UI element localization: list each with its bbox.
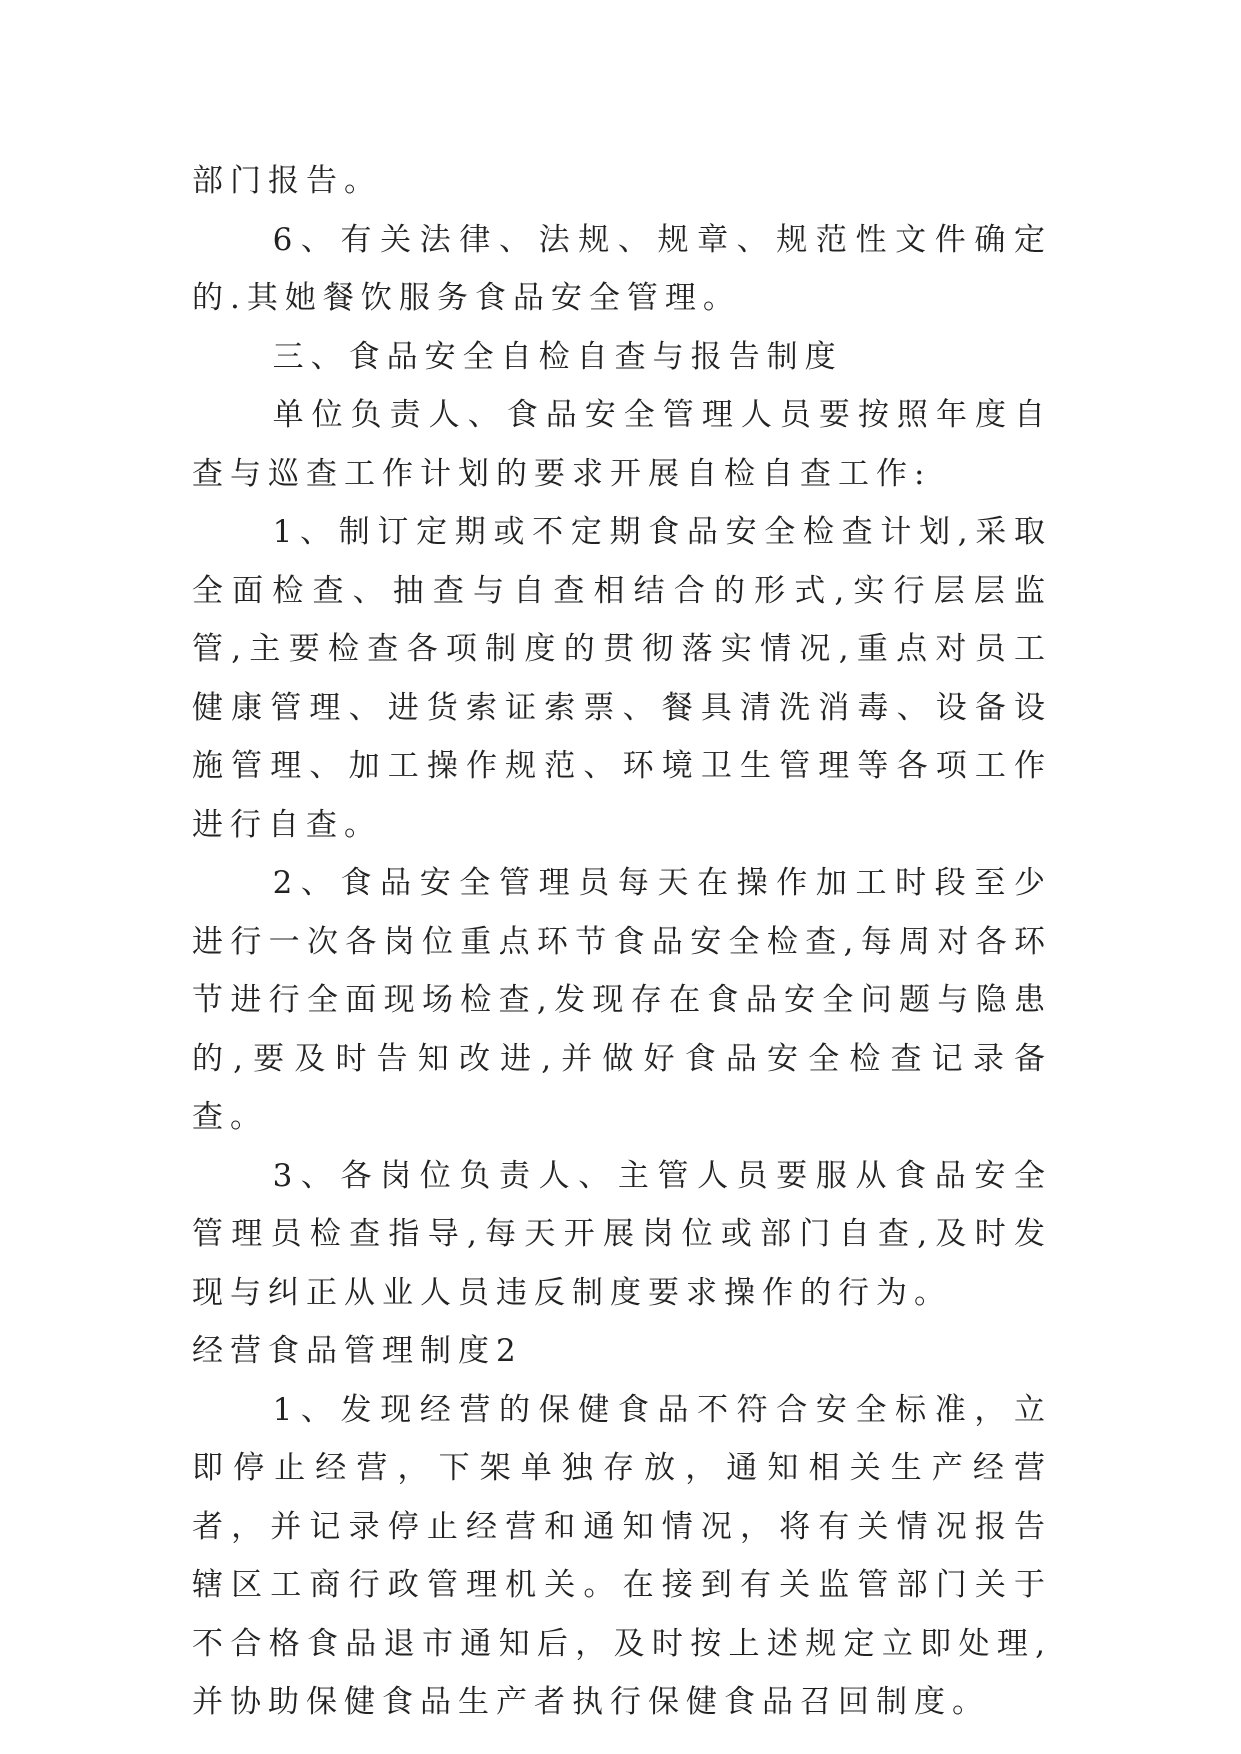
section-heading-3: 三、食品安全自检自查与报告制度 [272, 338, 843, 375]
paragraph-intro: 单位负责人、食品安全管理人员要按照年度自查与巡查工作计划的要求开展自检自查工作: [192, 397, 1052, 492]
paragraph-continuation: 部门报告。 [192, 163, 382, 199]
paragraph-item-6: 6、有关法律、法规、规章、规范性文件确定的.其她餐饮服务食品安全管理。 [192, 221, 1052, 316]
document-body [192, 152, 1052, 1732]
paragraph-item-2: 2、食品安全管理员每天在操作加工时段至少进行一次各岗位重点环节食品安全检查,每周对各环节进行全面现场检查,发现存在食品安全问题与隐患的,要及时告知改进,并做好食品安全检查记录备查。 [192, 865, 1052, 1135]
paragraph-item-1: 1、制订定期或不定期食品安全检查计划,采取全面检查、抽查与自查相结合的形式,实行层层监管,主要检查各项制度的贯彻落实情况,重点对员工健康管理、进货索证索票、餐具清洗消毒、设备设施管理、加工操作规范、环境卫生管理等各项工作进行自查。 [192, 514, 1052, 843]
section-title-2: 经营食品管理制度2 [192, 1333, 523, 1369]
paragraph-item-3: 3、各岗位负责人、主管人员要服从食品安全管理员检查指导,每天开展岗位或部门自查,及时发现与纠正从业人员违反制度要求操作的行为。 [192, 1157, 1052, 1311]
paragraph-item-1b: 1、发现经营的保健食品不符合安全标准，立即停止经营，下架单独存放，通知相关生产经营者，并记录停止经营和通知情况，将有关情况报告辖区工商行政管理机关。在接到有关监管部门关于不合格食品退市通知后，及时按上述规定立即处理,并协助保健食品生产者执行保健食品召回制度。 [192, 1391, 1052, 1720]
